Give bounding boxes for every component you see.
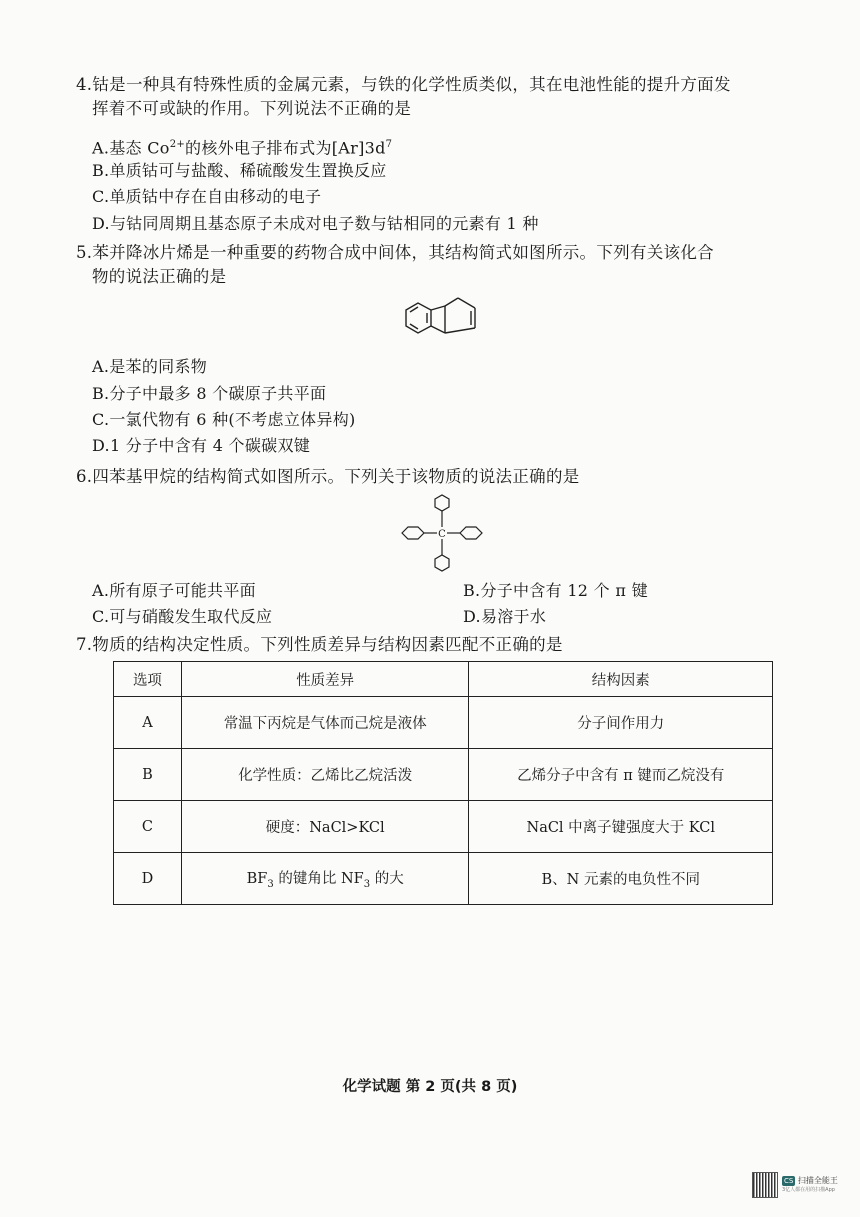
row-factor: NaCl 中离子键强度大于 KCl bbox=[469, 801, 773, 853]
row-option: A bbox=[114, 697, 182, 749]
q6-option-d: D.易溶于水 bbox=[463, 607, 547, 626]
row-property: 常温下丙烷是气体而己烷是液体 bbox=[181, 697, 469, 749]
q6-option-b: B.分子中含有 12 个 π 键 bbox=[463, 581, 648, 600]
q5-option-c: C.一氯代物有 6 种(不考虑立体异构) bbox=[92, 410, 356, 429]
q5-stem-line1: 5.苯并降冰片烯是一种重要的药物合成中间体，其结构简式如图所示。下列有关该化合 bbox=[76, 243, 714, 262]
q4-option-b: B.单质钴可与盐酸、稀硫酸发生置换反应 bbox=[92, 161, 387, 180]
q5-option-b: B.分子中最多 8 个碳原子共平面 bbox=[92, 384, 327, 403]
table-header-row bbox=[114, 662, 773, 697]
q6-stem: 6.四苯基甲烷的结构简式如图所示。下列关于该物质的说法正确的是 bbox=[76, 467, 580, 486]
header-factor: 结构因素 bbox=[469, 662, 773, 697]
q6-option-c: C.可与硝酸发生取代反应 bbox=[92, 607, 273, 626]
row-property: $BF_3$ 的键角比 $NF_3$ 的大 bbox=[181, 853, 469, 905]
q4-stem-line1: 4.钴是一种具有特殊性质的金属元素，与铁的化学性质类似，其在电池性能的提升方面发 bbox=[76, 75, 731, 94]
row-property: 化学性质：乙烯比乙烷活泼 bbox=[181, 749, 469, 801]
table-row bbox=[114, 801, 773, 853]
row-option: B bbox=[114, 749, 182, 801]
q5-option-d: D.1 分子中含有 4 个碳碳双键 bbox=[92, 436, 311, 455]
q7-table bbox=[113, 661, 773, 905]
table-row bbox=[114, 697, 773, 749]
row-factor: B、N 元素的电负性不同 bbox=[469, 853, 773, 905]
row-option: C bbox=[114, 801, 182, 853]
tetraphenylmethane-structure bbox=[396, 493, 492, 575]
q4-option-a: A.基态 $Co^{2+}$的核外电子排布式为$[Ar]3d^7$ bbox=[92, 138, 393, 158]
scanner-label: 扫描全能王 bbox=[797, 1175, 838, 1185]
row-factor: 乙烯分子中含有 π 键而乙烷没有 bbox=[469, 749, 773, 801]
center-carbon-label: C bbox=[438, 529, 446, 540]
q7-stem: 7.物质的结构决定性质。下列性质差异与结构因素匹配不正确的是 bbox=[76, 635, 563, 654]
benzonorbornene-structure bbox=[398, 293, 494, 347]
header-option: 选项 bbox=[114, 662, 182, 697]
question-5 bbox=[76, 241, 836, 289]
q4-option-c: C.单质钴中存在自由移动的电子 bbox=[92, 187, 322, 206]
page-footer: 化学试题 第 2 页(共 8 页) bbox=[342, 1079, 518, 1095]
qr-code-icon bbox=[752, 1172, 778, 1198]
q4-stem-line2: 挥着不可或缺的作用。下列说法不正确的是 bbox=[92, 99, 412, 118]
row-option: D bbox=[114, 853, 182, 905]
table-row bbox=[114, 853, 773, 905]
row-factor: 分子间作用力 bbox=[469, 697, 773, 749]
q5-option-a: A.是苯的同系物 bbox=[92, 357, 208, 376]
question-7 bbox=[76, 633, 836, 657]
scanner-watermark bbox=[752, 1171, 838, 1199]
header-property: 性质差异 bbox=[181, 662, 469, 697]
q6-option-a: A.所有原子可能共平面 bbox=[92, 581, 256, 600]
row-property: 硬度：NaCl>KCl bbox=[181, 801, 469, 853]
cs-logo-badge: CS bbox=[784, 1176, 794, 1185]
question-4 bbox=[76, 73, 836, 121]
q4-option-d: D.与钴同周期且基态原子未成对电子数与钴相同的元素有 1 种 bbox=[92, 214, 539, 233]
q5-stem-line2: 物的说法正确的是 bbox=[92, 267, 227, 286]
question-6 bbox=[76, 465, 836, 489]
table-row bbox=[114, 749, 773, 801]
scanner-sublabel: 3亿人都在用的扫描App bbox=[782, 1186, 835, 1193]
